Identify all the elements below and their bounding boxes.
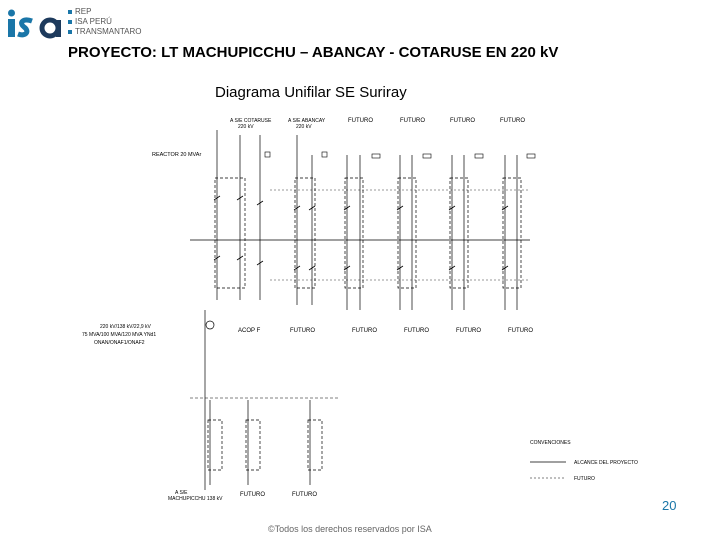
reactor-label: REACTOR 20 MVAr [152,152,202,158]
bottom-label-6: FUTURO [508,328,533,334]
lower-label-2: FUTURO [240,492,265,498]
diagram-svg [60,110,660,510]
company-transmantaro: TRANSMANTARO [68,27,142,37]
lower-label-3: FUTURO [292,492,317,498]
top-label-3: FUTURO [348,118,373,124]
bottom-label-4: FUTURO [404,328,429,334]
slide-subtitle: Diagrama Unifilar SE Suriray [215,84,407,101]
legend-item-2: FUTURO [574,476,595,482]
top-label-5: FUTURO [450,118,475,124]
company-list [68,7,142,37]
transformer-label-3: ONAN/ONAF1/ONAF2 [94,340,145,346]
transformer-label-2: 75 MVA/100 MVA/120 MVA YNd1 [82,332,157,338]
isa-logo [6,8,66,40]
lower-label-1b: MACHUPICCHU 138 kV [168,496,223,502]
company-rep: REP [68,7,142,17]
top-label-2a: A S/E ABANCAY [288,118,326,124]
company-isa-peru: ISA PERÚ [68,17,142,27]
bottom-label-3: FUTURO [352,328,377,334]
copyright-notice: ©Todos los derechos reservados por ISA [268,524,432,534]
page-number: 20 [662,498,677,513]
top-label-2b: 220 kV [296,124,312,130]
transformer-symbol [206,321,214,329]
top-label-1b: 220 kV [238,124,254,130]
top-label-4: FUTURO [400,118,425,124]
top-label-1a: A S/E COTARUSE [230,118,272,124]
lower-label-1a: A S/E [175,490,188,496]
legend-item-1: ALCANCE DEL PROYECTO [574,460,638,466]
transformer-label-1: 220 kV/138 kV/22,9 kV [100,324,151,330]
bottom-label-5: FUTURO [456,328,481,334]
single-line-diagram [60,110,660,510]
slide-title: PROYECTO: LT MACHUPICCHU – ABANCAY - COTARUSE EN 220 kV [68,44,559,61]
bottom-label-1: FUTURO [290,328,315,334]
lower-bays [208,400,322,485]
legend-title: CONVENCIONES [530,440,571,446]
top-label-6: FUTURO [500,118,525,124]
bottom-label-2: ACOP F [238,328,261,334]
